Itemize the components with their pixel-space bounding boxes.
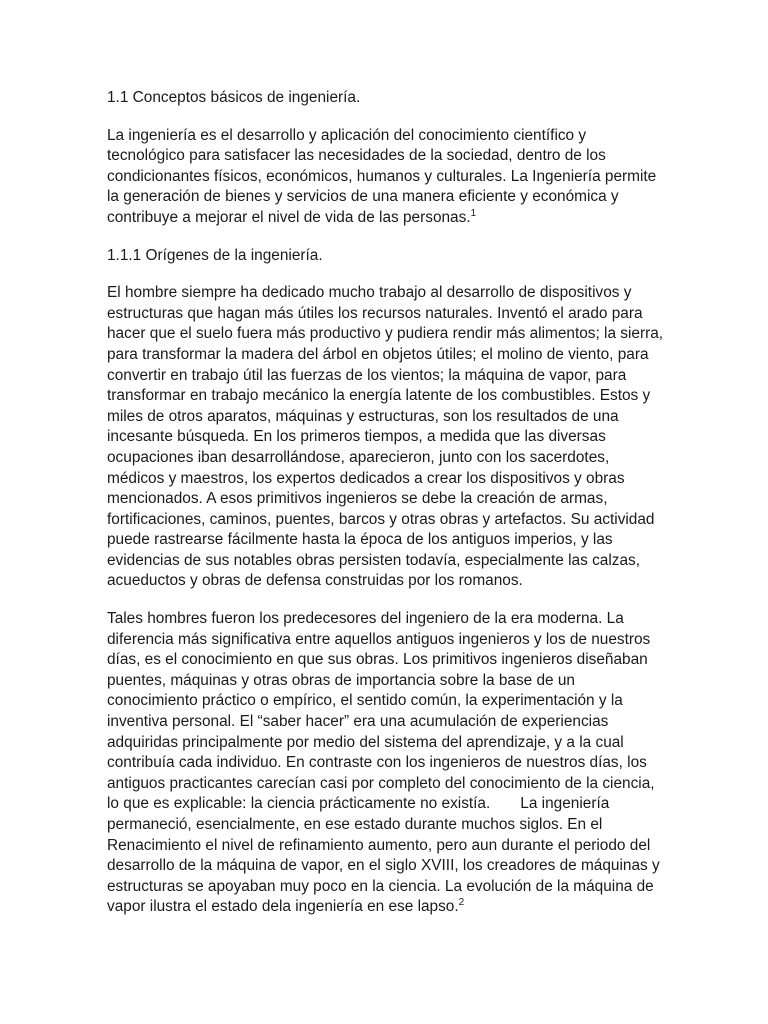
section-title-origenes: 1.1.1 Orígenes de la ingeniería. [107, 246, 323, 264]
document-page [107, 88, 667, 935]
paragraph-predecesores-text-a: Tales hombres fueron los predecesores del ingeniero de la era moderna. La diferencia más significativa entre aquellos antiguos ingenieros y los de nuestros días, es el conocimiento en que sus obras. Los primitivos ingenieros diseñaban puentes, máquinas y otras obras de importancia sobre la base de un conocimiento práctico o empírico, el sentido común, la experimentación y la inventiva personal. El “saber hacer” era una acumulación de experiencias adquiridas principalmente por medio del sistema del aprendizaje, y a la cual contribuía cada individuo. En contraste con los ingenieros de nuestros días, los antiguos practicantes carecían casi por completo del conocimiento de la ciencia, lo que es explicable: la ciencia prácticamente no existía. [107, 610, 655, 813]
paragraph-definicion [107, 126, 667, 229]
paragraph-predecesores [107, 609, 667, 918]
paragraph-definicion-text: La ingeniería es el desarrollo y aplicación del conocimiento científico y tecnológico para satisfacer las necesidades de la sociedad, dentro de los condicionantes físicos, económicos, humanos y culturales. La Ingeniería permite la generación de bienes y servicios de una manera eficiente y económica y contribuye a mejorar el nivel de vida de las personas. [107, 126, 657, 226]
footnote-ref-2[interactable]: 2 [458, 897, 465, 909]
paragraph-origenes: El hombre siempre ha dedicado mucho trabajo al desarrollo de dispositivos y estructuras que hagan más útiles los recursos naturales. Inventó el arado para hacer que el suelo fuera más productivo y pudiera rendir más alimentos; la sierra, para transformar la madera del árbol en objetos útiles; el molino de viento, para convertir en trabajo útil las fuerzas de los vientos; la máquina de vapor, para transformar en trabajo mecánico la energía latente de los combustibles. Estos y miles de otros aparatos, máquinas y estructuras, son los resultados de una incesante búsqueda. En los primeros tiempos, a medida que las diversas ocupaciones iban desarrollándose, aparecieron, junto con los sacerdotes, médicos y maestros, los expertos dedicados a crear los dispositivos y obras mencionados. A esos primitivos ingenieros se debe la creación de armas, fortificaciones, caminos, puentes, barcos y otras obras y artefactos. Su actividad puede rastrearse fácilmente hasta la época de los antiguos imperios, y las evidencias de sus notables obras persisten todavía, especialmente las calzas, acueductos y obras de defensa construidas por los romanos. [107, 284, 664, 590]
paragraph-predecesores-text-b: La ingeniería permaneció, esencialmente, en ese estado durante muchos siglos. En el Renacimiento el nivel de refinamiento aumento, pero aun durante el periodo del desarrollo de la máquina de vapor, en el siglo XVIII, los creadores de máquinas y estructuras se apoyaban muy poco en la ciencia. La evolución de la máquina de vapor ilustra el estado dela ingeniería en ese lapso. [107, 795, 660, 916]
section-title-conceptos: 1.1 Conceptos básicos de ingeniería. [107, 89, 361, 106]
footnote-ref-1[interactable]: 1 [470, 207, 477, 219]
